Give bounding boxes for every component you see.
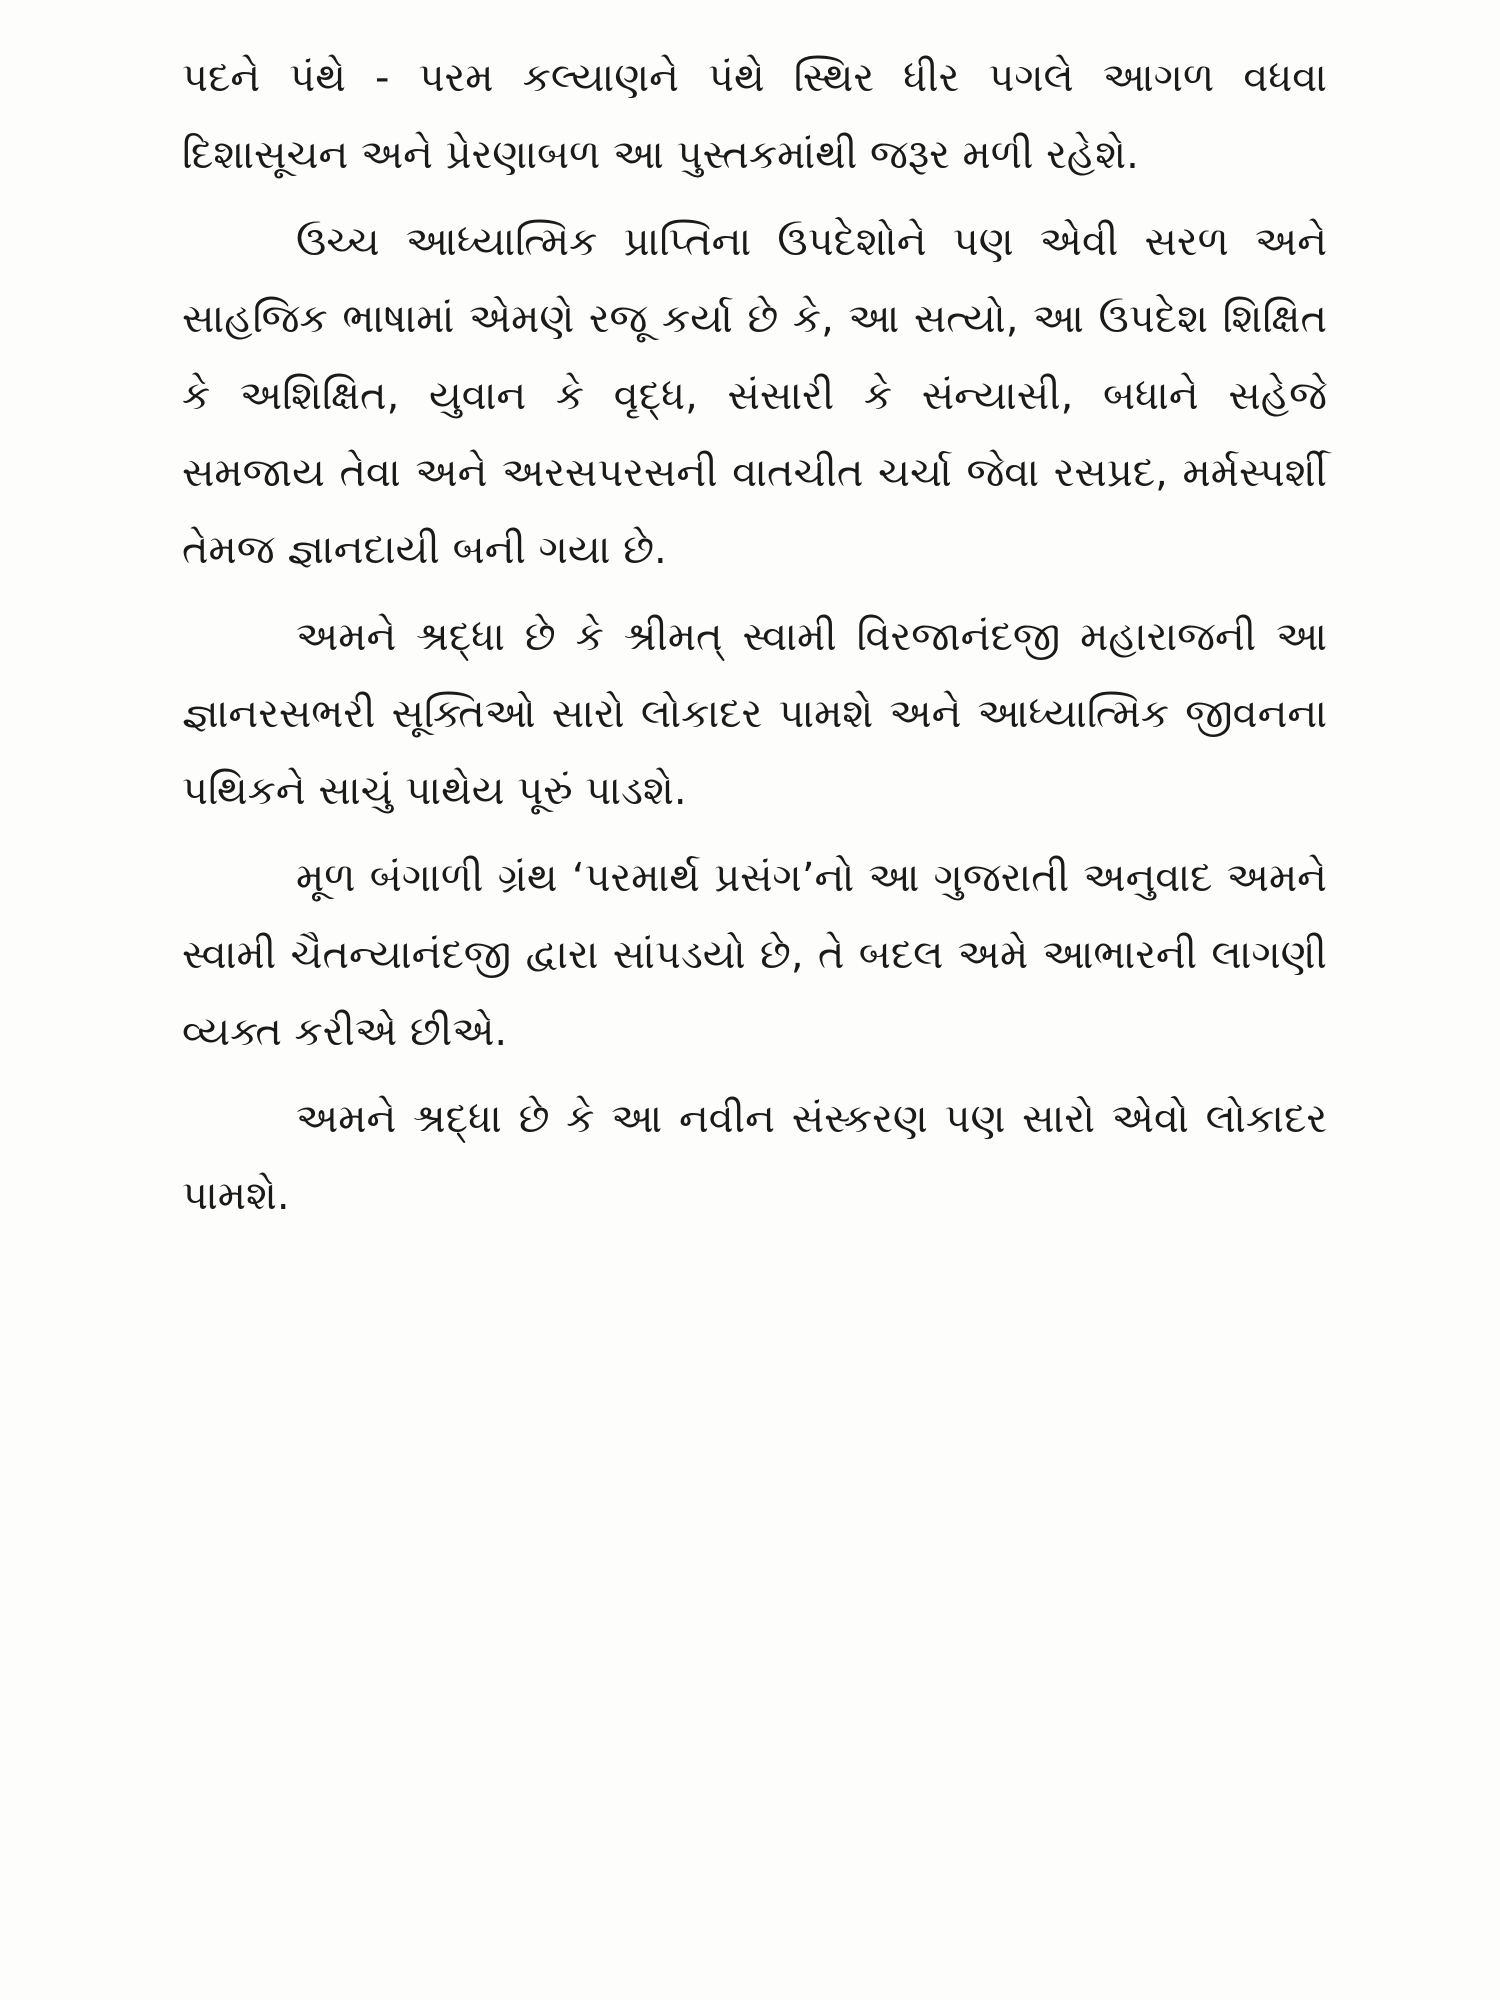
paragraph-1: પદને પંથે - પરમ કલ્યાણને પંથે સ્થિર ધીર પગલે આગળ વધવા દિશાસૂચન અને પ્રેરણાબળ આ પુસ્તકમાંથી જરૂર મળી રહેશે. xyxy=(182,55,1327,178)
paragraph-3: અમને શ્રદ્ધા છે કે શ્રીમત્ સ્વામી વિરજાનંદજી મહારાજની આ જ્ઞાનરસભરી સૂક્તિઓ સારો લોકાદર પામશે અને આધ્યાત્મિક જીવનના પથિકને સાચું પાથેય પૂરું પાડશે. xyxy=(182,614,1327,814)
paragraph-2: ઉચ્ચ આધ્યાત્મિક પ્રાપ્તિના ઉપદેશોને પણ એવી સરળ અને સાહજિક ભાષામાં એમણે રજૂ કર્યા છે કે, આ સત્યો, આ ઉપદેશ શિક્ષિત કે અશિક્ષિત, યુવાન કે વૃદ્ધ, સંસારી કે સંન્યાસી, બધાને સહેજે સમજાય તેવા અને અરસપરસની વાતચીત ચર્ચા જેવા રસપ્રદ, મર્મસ્પર્શી તેમજ જ્ઞાનદાયી બની ગયા છે. xyxy=(182,219,1327,573)
body-text xyxy=(182,40,1327,1245)
paragraph-4: મૂળ બંગાળી ગ્રંથ ‘પરમાર્થ પ્રસંગ’નો આ ગુજરાતી અનુવાદ અમને સ્વામી ચૈતન્યાનંદજી દ્વારા સાંપડયો છે, તે બદલ અમે આભારની લાગણી વ્યક્ત કરીએ છીએ. xyxy=(182,855,1327,1055)
paragraph-5: અમને શ્રદ્ધા છે કે આ નવીન સંસ્કરણ પણ સારો એવો લોકાદર પામશે. xyxy=(182,1096,1327,1219)
